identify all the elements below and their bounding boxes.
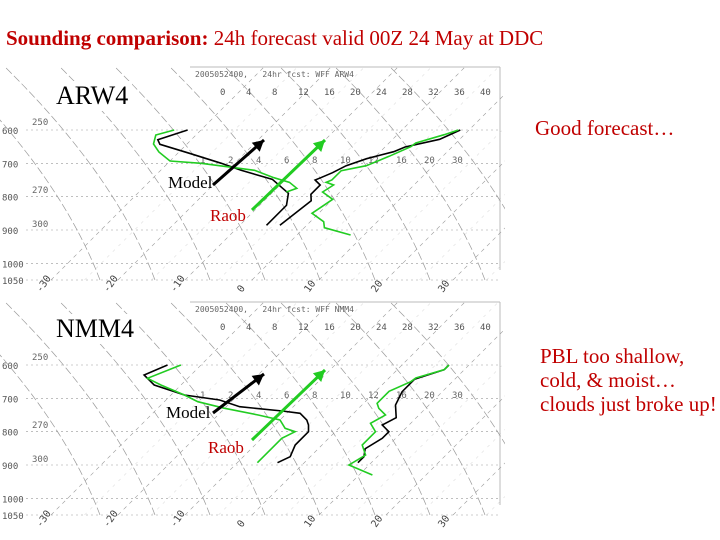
dry-adiabat-line bbox=[390, 67, 505, 280]
mixing-ratio-tick-label: 4 bbox=[256, 391, 262, 401]
temperature-tick-label: 20 bbox=[369, 278, 386, 295]
forecast-comment-nmm4: PBL too shallow, cold, & moist… clouds just broke up! bbox=[540, 344, 717, 416]
dry-adiabat-line bbox=[280, 302, 430, 515]
isotherm-line bbox=[453, 67, 505, 280]
temperature-tick-label: -10 bbox=[168, 273, 188, 295]
mixing-ratio-tick-label: 8 bbox=[312, 156, 318, 166]
mixing-ratio-tick-label: 12 bbox=[368, 156, 379, 166]
mixing-ratio-tick-label: 10 bbox=[340, 156, 351, 166]
model-name-label: ARW4 bbox=[52, 81, 132, 111]
dry-adiabat-line bbox=[225, 67, 375, 280]
upper-temp-tick-label: 24 bbox=[376, 323, 387, 333]
pressure-tick-label: 600 bbox=[2, 362, 19, 372]
skewt-panel-arw4 bbox=[0, 55, 505, 295]
temperature-tick-label: 0 bbox=[235, 283, 248, 295]
dry-adiabat-line bbox=[335, 302, 485, 515]
isotherm-line-minor bbox=[286, 302, 499, 515]
slide-title-lead: Sounding comparison: bbox=[6, 26, 209, 50]
mixing-ratio-tick-label: 8 bbox=[312, 391, 318, 401]
mixing-ratio-tick-label: 16 bbox=[396, 156, 407, 166]
upper-temp-tick-label: 0 bbox=[220, 323, 226, 333]
isotherm-line bbox=[252, 67, 465, 280]
pressure-tick-label: 1050 bbox=[2, 277, 24, 287]
upper-temp-tick-label: 24 bbox=[376, 88, 387, 98]
pressure-tick-label: 900 bbox=[2, 462, 19, 472]
isotherm-line bbox=[319, 302, 505, 515]
isotherm-line-minor bbox=[487, 67, 506, 280]
raob-arrow-label: Raob bbox=[208, 438, 244, 457]
skewt-panel-nmm4 bbox=[0, 290, 505, 530]
raob-temperature-line bbox=[349, 365, 449, 475]
temperature-tick-label: 10 bbox=[302, 513, 319, 530]
mixing-ratio-tick-label: 20 bbox=[424, 156, 435, 166]
forecast-comment-arw4: Good forecast… bbox=[535, 116, 675, 140]
slide-title bbox=[6, 26, 543, 51]
mixing-ratio-tick-label: 2 bbox=[228, 391, 234, 401]
chart-header: 2005052400, 24hr fcst: WFF ARW4 bbox=[195, 70, 354, 79]
mixing-ratio-tick-label: 12 bbox=[368, 391, 379, 401]
mixing-ratio-tick-label: 10 bbox=[340, 391, 351, 401]
temperature-tick-label: 10 bbox=[302, 278, 319, 295]
upper-temp-tick-label: 12 bbox=[298, 323, 309, 333]
raob-arrow-shaft bbox=[252, 140, 325, 210]
isotherm-line bbox=[386, 67, 505, 280]
isotherm-line bbox=[386, 302, 505, 515]
isotherm-line-minor bbox=[420, 67, 506, 280]
mixing-ratio-tick-label: 20 bbox=[424, 391, 435, 401]
upper-temp-tick-label: 4 bbox=[246, 88, 252, 98]
upper-temp-tick-label: 36 bbox=[454, 323, 465, 333]
upper-temp-tick-label: 20 bbox=[350, 323, 361, 333]
theta-tick-label: 250 bbox=[32, 353, 49, 363]
theta-tick-label: 250 bbox=[32, 118, 49, 128]
temperature-tick-label: 30 bbox=[436, 278, 453, 295]
upper-temp-tick-label: 40 bbox=[480, 88, 491, 98]
isotherm-line-minor bbox=[286, 67, 499, 280]
pressure-tick-label: 1050 bbox=[2, 512, 24, 522]
temperature-tick-label: 30 bbox=[436, 513, 453, 530]
upper-temp-tick-label: 20 bbox=[350, 88, 361, 98]
model-temperature-line bbox=[358, 365, 449, 463]
mixing-ratio-tick-label: 30 bbox=[452, 156, 463, 166]
isotherm-line-minor bbox=[487, 302, 506, 515]
model-arrow-label: Model bbox=[166, 403, 211, 422]
theta-tick-label: 270 bbox=[32, 186, 49, 196]
upper-temp-tick-label: 32 bbox=[428, 88, 439, 98]
mixing-ratio-tick-label: 1 bbox=[200, 391, 206, 401]
upper-temp-tick-label: 28 bbox=[402, 88, 413, 98]
pressure-tick-label: 700 bbox=[2, 395, 19, 406]
temperature-tick-label: -20 bbox=[101, 273, 121, 295]
dry-adiabat-line bbox=[390, 302, 505, 515]
upper-temp-tick-label: 16 bbox=[324, 88, 335, 98]
raob-temperature-line bbox=[312, 130, 458, 235]
mixing-ratio-tick-label: 16 bbox=[396, 391, 407, 401]
upper-temp-tick-label: 12 bbox=[298, 88, 309, 98]
raob-arrow-label: Raob bbox=[210, 206, 246, 225]
isotherm-line bbox=[319, 67, 505, 280]
upper-temp-tick-label: 32 bbox=[428, 323, 439, 333]
mixing-ratio-tick-label: 1 bbox=[200, 156, 206, 166]
temperature-tick-label: 0 bbox=[235, 518, 248, 530]
mixing-ratio-tick-label: 2 bbox=[228, 156, 234, 166]
mixing-ratio-tick-label: 4 bbox=[256, 156, 262, 166]
dry-adiabat-line bbox=[225, 302, 375, 515]
pressure-tick-label: 900 bbox=[2, 227, 19, 237]
temperature-tick-label: -30 bbox=[34, 273, 54, 295]
pressure-tick-label: 800 bbox=[2, 193, 19, 204]
upper-temp-tick-label: 36 bbox=[454, 88, 465, 98]
theta-tick-label: 300 bbox=[32, 220, 49, 230]
model-temperature-line bbox=[280, 130, 460, 225]
pressure-tick-label: 600 bbox=[2, 127, 19, 137]
mixing-ratio-tick-label: 6 bbox=[284, 391, 290, 401]
temperature-tick-label: -10 bbox=[168, 508, 188, 530]
upper-temp-tick-label: 8 bbox=[272, 323, 278, 333]
isotherm-line bbox=[453, 302, 505, 515]
chart-header: 2005052400, 24hr fcst: WFF NMM4 bbox=[195, 305, 354, 314]
temperature-tick-label: -30 bbox=[34, 508, 54, 530]
dry-adiabat-line bbox=[280, 67, 430, 280]
theta-tick-label: 270 bbox=[32, 421, 49, 431]
dry-adiabat-line bbox=[335, 67, 485, 280]
mixing-ratio-tick-label: 30 bbox=[452, 391, 463, 401]
pressure-tick-label: 800 bbox=[2, 428, 19, 439]
pressure-tick-label: 1000 bbox=[2, 260, 24, 271]
theta-tick-label: 300 bbox=[32, 455, 49, 465]
upper-temp-tick-label: 28 bbox=[402, 323, 413, 333]
slide-title-rest: 24h forecast valid 00Z 24 May at DDC bbox=[213, 26, 544, 50]
pressure-tick-label: 1000 bbox=[2, 495, 24, 506]
temperature-tick-label: -20 bbox=[101, 508, 121, 530]
model-arrow-label: Model bbox=[168, 173, 213, 192]
model-name-label: NMM4 bbox=[52, 314, 138, 344]
upper-temp-tick-label: 16 bbox=[324, 323, 335, 333]
isotherm-line-minor bbox=[420, 302, 506, 515]
upper-temp-tick-label: 40 bbox=[480, 323, 491, 333]
upper-temp-tick-label: 0 bbox=[220, 88, 226, 98]
temperature-tick-label: 20 bbox=[369, 513, 386, 530]
upper-temp-tick-label: 4 bbox=[246, 323, 252, 333]
mixing-ratio-tick-label: 6 bbox=[284, 156, 290, 166]
pressure-tick-label: 700 bbox=[2, 160, 19, 171]
upper-temp-tick-label: 8 bbox=[272, 88, 278, 98]
